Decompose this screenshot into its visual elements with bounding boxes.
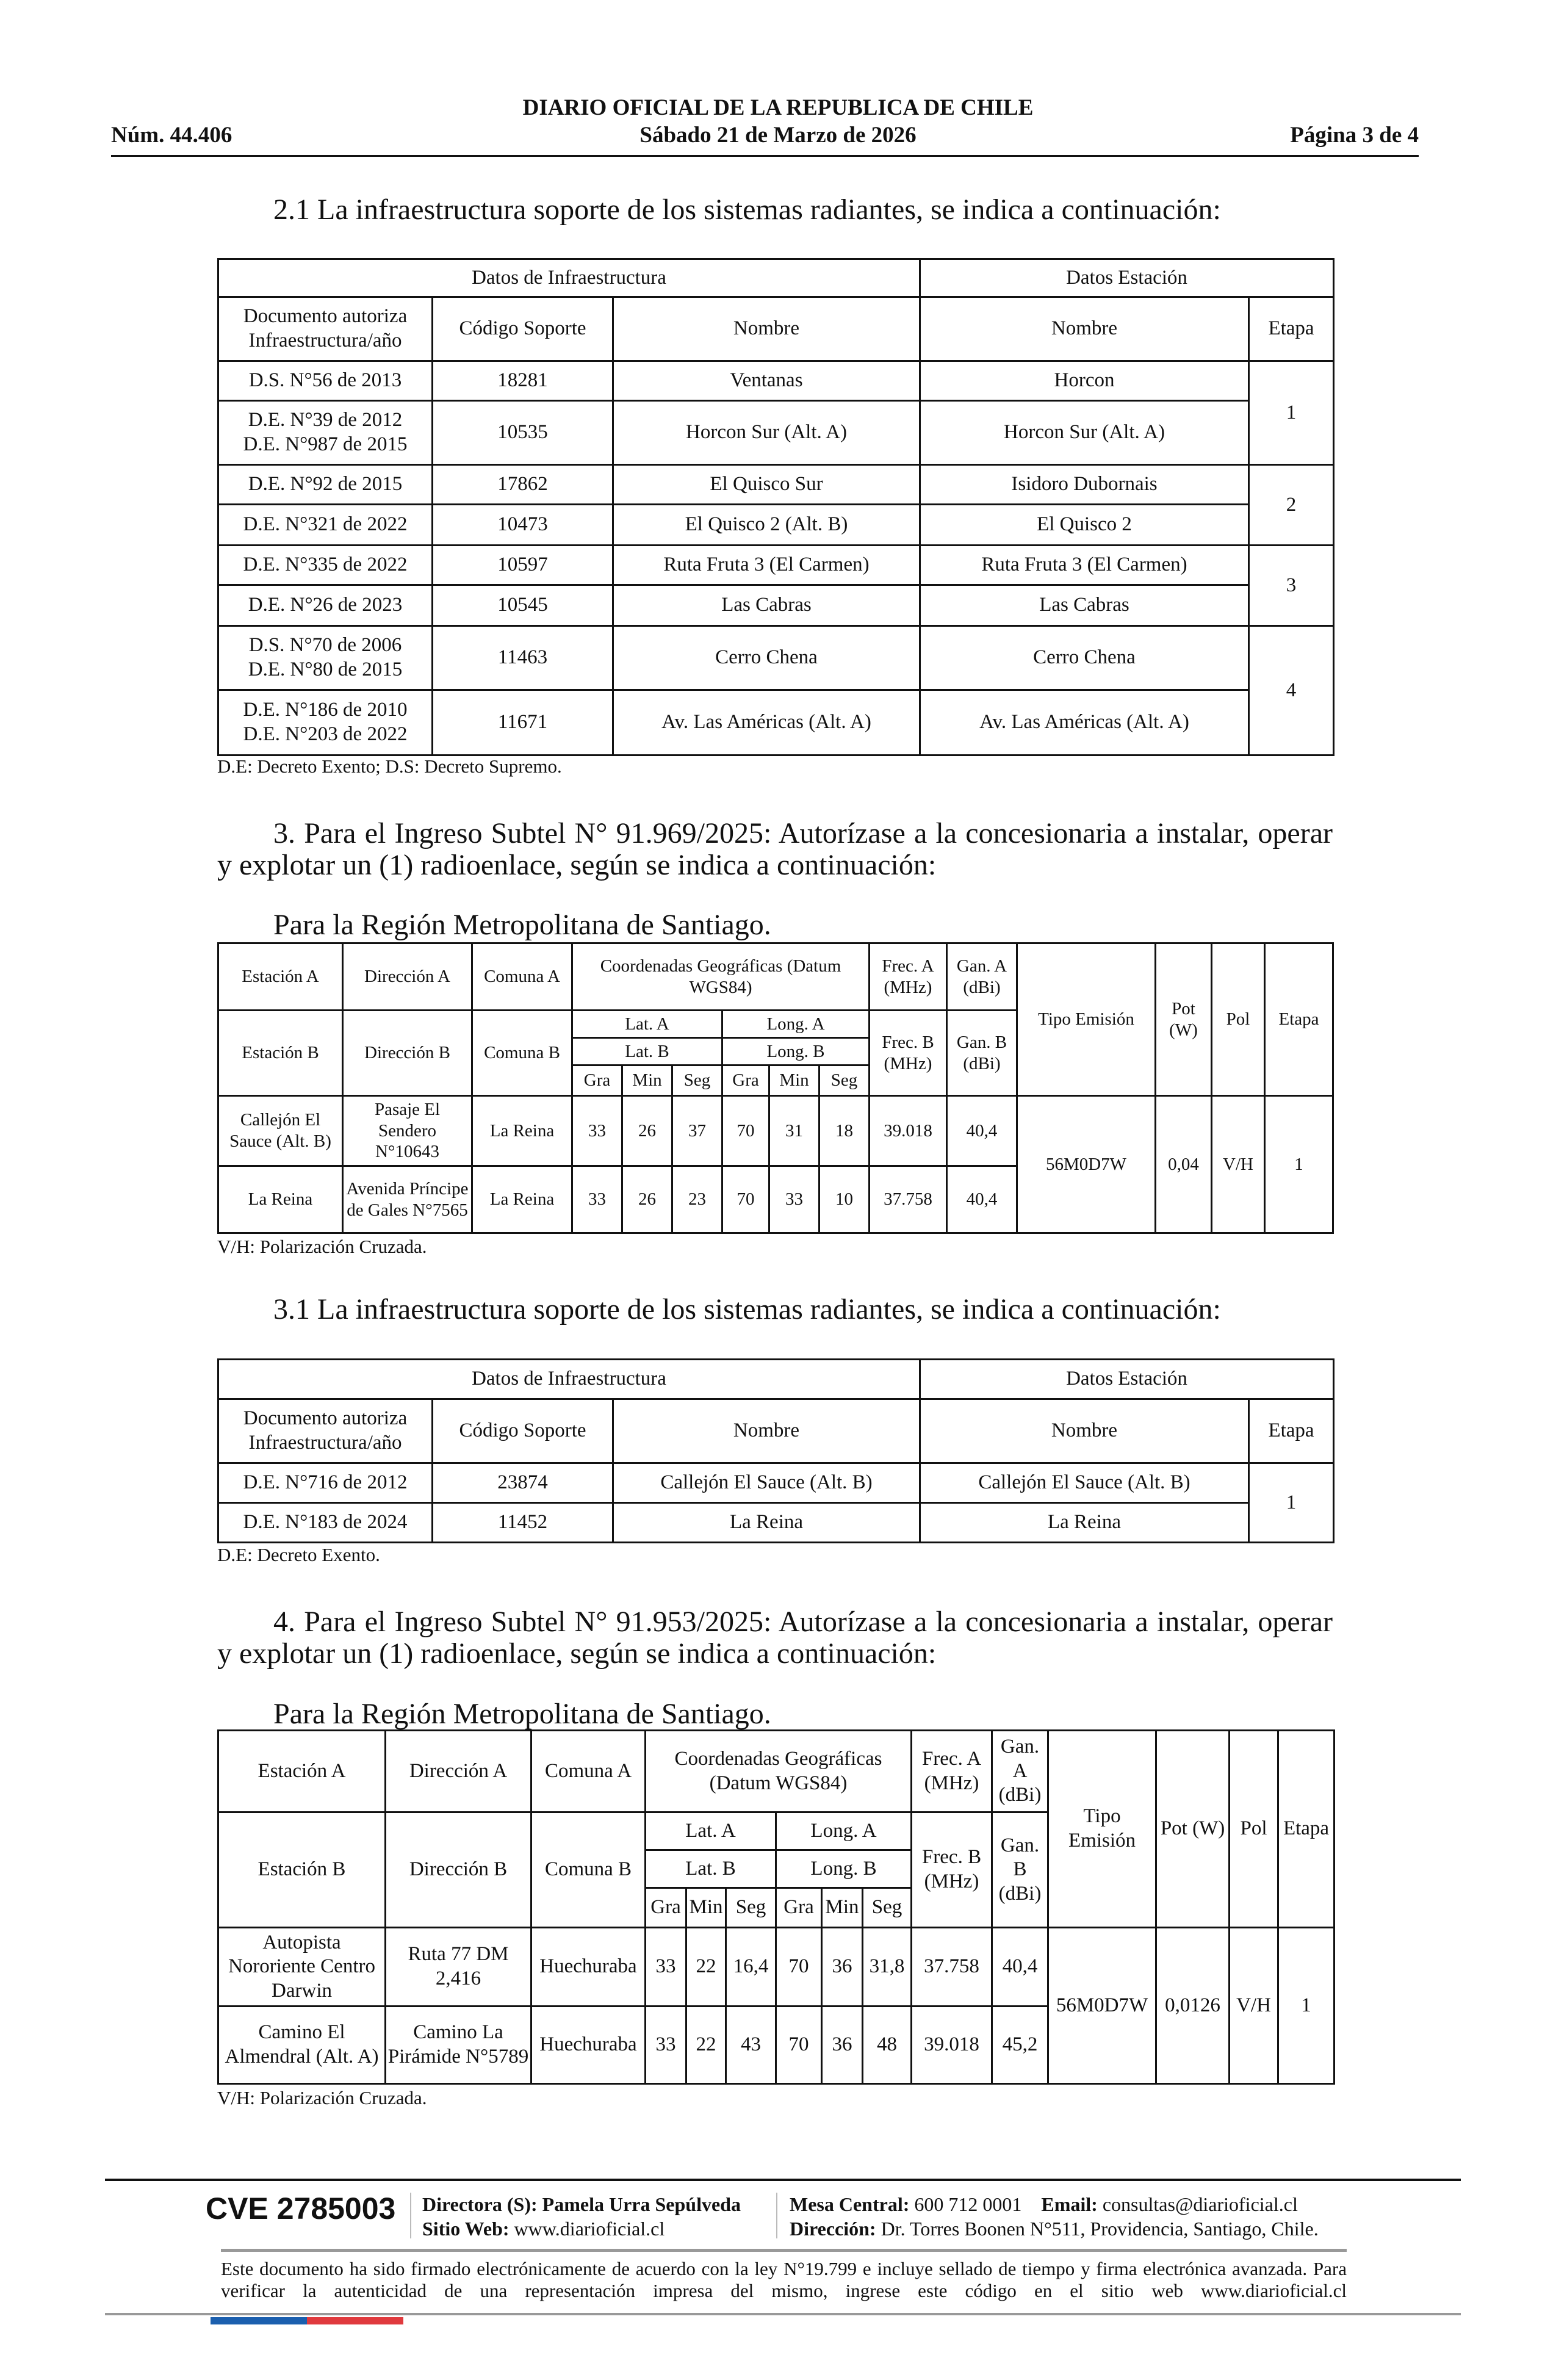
infrastructure-table-2-1 bbox=[217, 258, 1334, 756]
col-header: Pol bbox=[1230, 1731, 1278, 1928]
web-label: Sitio Web: bbox=[422, 2218, 510, 2240]
col-header: Etapa bbox=[1265, 943, 1333, 1096]
table-row bbox=[218, 1463, 1334, 1503]
cell: Autopista Nororiente Centro Darwin bbox=[218, 1928, 386, 2007]
email-label: Email: bbox=[1041, 2193, 1098, 2215]
stage-cell: 3 bbox=[1249, 546, 1334, 626]
col-header: Lat. A bbox=[646, 1812, 776, 1850]
cell: Camino El Almendral (Alt. A) bbox=[218, 2007, 386, 2084]
footer-separator bbox=[776, 2193, 777, 2238]
col-header: Comuna A bbox=[472, 943, 572, 1011]
email-link[interactable]: consultas@diarioficial.cl bbox=[1102, 2193, 1298, 2215]
col-header: Min bbox=[769, 1066, 819, 1096]
col-header: Código Soporte bbox=[433, 297, 613, 361]
cell: 31,8 bbox=[863, 1928, 912, 2007]
footer-website bbox=[422, 2216, 665, 2241]
cell: 11671 bbox=[433, 690, 613, 755]
page-number: Página 3 de 4 bbox=[1290, 123, 1419, 148]
stage-cell: 1 bbox=[1249, 361, 1334, 465]
cell: 48 bbox=[863, 2007, 912, 2084]
cell: 70 bbox=[722, 1096, 769, 1166]
cell: El Quisco 2 bbox=[920, 505, 1249, 546]
cell: Camino La Pirámide N°5789 bbox=[386, 2007, 531, 2084]
infrastructure-table-3-1 bbox=[217, 1358, 1334, 1543]
cell: La Reina bbox=[613, 1503, 920, 1543]
cell: Ruta Fruta 3 (El Carmen) bbox=[613, 546, 920, 585]
doc-line: D.E. N°186 de 2010 bbox=[243, 699, 408, 721]
cell: 70 bbox=[776, 2007, 822, 2084]
cell: 39.018 bbox=[870, 1096, 947, 1166]
address-label: Dirección: bbox=[790, 2218, 876, 2240]
cell: 37.758 bbox=[870, 1166, 947, 1233]
cell: Horcon bbox=[920, 361, 1249, 401]
cell: D.E. N°716 de 2012 bbox=[218, 1463, 433, 1503]
col-header: Long. A bbox=[722, 1011, 870, 1038]
col-header: Gra bbox=[572, 1066, 622, 1096]
col-header: Comuna A bbox=[531, 1731, 646, 1812]
col-header: Seg bbox=[672, 1066, 722, 1096]
table-row bbox=[218, 505, 1334, 546]
col-header: Gan. A (dBi) bbox=[992, 1731, 1048, 1812]
cell: V/H bbox=[1230, 1928, 1278, 2084]
issue-date: Sábado 21 de Marzo de 2026 bbox=[639, 123, 917, 148]
cell: Callejón El Sauce (Alt. B) bbox=[613, 1463, 920, 1503]
col-header: Dirección B bbox=[343, 1011, 472, 1096]
col-header: Comuna B bbox=[472, 1011, 572, 1096]
region-label: Para la Región Metropolitana de Santiago. bbox=[273, 1698, 771, 1730]
region-label: Para la Región Metropolitana de Santiago. bbox=[273, 909, 771, 941]
cell: La Reina bbox=[920, 1503, 1249, 1543]
phone-label: Mesa Central: bbox=[790, 2193, 910, 2215]
cell: Av. Las Américas (Alt. A) bbox=[613, 690, 920, 755]
cell: 0,04 bbox=[1156, 1096, 1212, 1233]
cell: 43 bbox=[726, 2007, 776, 2084]
col-header: Seg bbox=[819, 1066, 870, 1096]
table-row bbox=[218, 361, 1334, 401]
stage-cell: 1 bbox=[1249, 1463, 1334, 1543]
cell: Huechuraba bbox=[531, 1928, 646, 2007]
table-row bbox=[218, 1503, 1334, 1543]
cell: 0,0126 bbox=[1156, 1928, 1230, 2084]
issue-number: Núm. 44.406 bbox=[111, 123, 232, 148]
doc-line: D.E. N°987 de 2015 bbox=[243, 433, 408, 455]
footer-address bbox=[790, 2216, 1319, 2241]
doc-line: D.S. N°70 de 2006 bbox=[248, 634, 402, 657]
col-header: Min bbox=[822, 1888, 863, 1928]
cell bbox=[218, 626, 433, 690]
cell: 10545 bbox=[433, 585, 613, 626]
cell: 33 bbox=[646, 1928, 686, 2007]
table-row bbox=[218, 546, 1334, 585]
group-header: Datos de Infraestructura bbox=[218, 259, 920, 297]
cell: Ventanas bbox=[613, 361, 920, 401]
col-header: Min bbox=[686, 1888, 726, 1928]
cell: 40,4 bbox=[947, 1096, 1017, 1166]
cve-code: CVE 2785003 bbox=[206, 2191, 396, 2226]
col-header: Estación B bbox=[218, 1011, 343, 1096]
col-header: Comuna B bbox=[531, 1812, 646, 1928]
cell: 33 bbox=[769, 1166, 819, 1233]
cell: 1 bbox=[1265, 1096, 1333, 1233]
cell: Av. Las Américas (Alt. A) bbox=[920, 690, 1249, 755]
section-4-paragraph: 4. Para el Ingreso Subtel N° 91.953/2025: Autorízase a la concesionaria a instalar, operar y explotar un (1) radioenlace, según se indica a continuación: bbox=[217, 1606, 1333, 1670]
cell: 33 bbox=[572, 1096, 622, 1166]
cell: El Quisco 2 (Alt. B) bbox=[613, 505, 920, 546]
col-header: Seg bbox=[863, 1888, 912, 1928]
flag-blue-bar bbox=[211, 2317, 307, 2324]
cell: Cerro Chena bbox=[613, 626, 920, 690]
cell: Callejón El Sauce (Alt. B) bbox=[218, 1096, 343, 1166]
doc-line: D.E. N°203 de 2022 bbox=[243, 723, 408, 745]
newspaper-title: DIARIO OFICIAL DE LA REPUBLICA DE CHILE bbox=[522, 95, 1034, 120]
cell: 37.758 bbox=[912, 1928, 992, 2007]
cell: 26 bbox=[622, 1166, 672, 1233]
director-name: Pamela Urra Sepúlveda bbox=[542, 2193, 741, 2215]
cell: 11463 bbox=[433, 626, 613, 690]
col-header: Nombre bbox=[613, 1399, 920, 1463]
table-row bbox=[218, 585, 1334, 626]
doc-line: D.E. N°80 de 2015 bbox=[248, 658, 403, 680]
cell: La Reina bbox=[472, 1166, 572, 1233]
cell: 70 bbox=[722, 1166, 769, 1233]
cell: Callejón El Sauce (Alt. B) bbox=[920, 1463, 1249, 1503]
radiolink-table-4 bbox=[217, 1729, 1335, 2085]
phone-number: 600 712 0001 bbox=[914, 2193, 1022, 2215]
col-header: Coordenadas Geográficas (Datum WGS84) bbox=[646, 1731, 912, 1812]
cell: 10535 bbox=[433, 401, 613, 465]
cell: D.E. N°321 de 2022 bbox=[218, 505, 433, 546]
col-header: Long. B bbox=[776, 1850, 912, 1888]
cell: D.E. N°335 de 2022 bbox=[218, 546, 433, 585]
table-note: D.E: Decreto Exento. bbox=[217, 1544, 380, 1565]
cell bbox=[218, 401, 433, 465]
cell: 23 bbox=[672, 1166, 722, 1233]
footer-director bbox=[422, 2192, 741, 2216]
col-header: Coordenadas Geográficas (Datum WGS84) bbox=[572, 943, 870, 1011]
col-header: Gan. B (dBi) bbox=[947, 1011, 1017, 1096]
section-3-1-heading: 3.1 La infraestructura soporte de los sistemas radiantes, se indica a continuación: bbox=[273, 1293, 1221, 1325]
cell: 10473 bbox=[433, 505, 613, 546]
flag-red-bar bbox=[307, 2317, 403, 2324]
cell: D.E. N°26 de 2023 bbox=[218, 585, 433, 626]
address-text: Dr. Torres Boonen N°511, Providencia, Santiago, Chile. bbox=[881, 2218, 1319, 2240]
cell: 18 bbox=[819, 1096, 870, 1166]
cell: Huechuraba bbox=[531, 2007, 646, 2084]
footer-divider bbox=[105, 2179, 1461, 2181]
table-row bbox=[218, 690, 1334, 755]
group-header: Datos Estación bbox=[920, 259, 1334, 297]
cell: Las Cabras bbox=[613, 585, 920, 626]
col-header: Documento autoriza Infraestructura/año bbox=[218, 297, 433, 361]
col-header: Tipo Emisión bbox=[1048, 1731, 1156, 1928]
table-row bbox=[218, 401, 1334, 465]
website-link[interactable]: www.diarioficial.cl bbox=[514, 2218, 665, 2240]
cell: 10597 bbox=[433, 546, 613, 585]
table-note: V/H: Polarización Cruzada. bbox=[217, 1236, 427, 1257]
col-header: Dirección A bbox=[386, 1731, 531, 1812]
cell: 26 bbox=[622, 1096, 672, 1166]
col-header: Nombre bbox=[920, 297, 1249, 361]
col-header: Pot (W) bbox=[1156, 1731, 1230, 1928]
col-header: Código Soporte bbox=[433, 1399, 613, 1463]
col-header: Documento autoriza Infraestructura/año bbox=[218, 1399, 433, 1463]
cell: La Reina bbox=[218, 1166, 343, 1233]
table-row bbox=[218, 465, 1334, 505]
col-header: Dirección B bbox=[386, 1812, 531, 1928]
col-header: Nombre bbox=[613, 297, 920, 361]
col-header: Gan. B (dBi) bbox=[992, 1812, 1048, 1928]
cell: 40,4 bbox=[947, 1166, 1017, 1233]
col-header: Long. A bbox=[776, 1812, 912, 1850]
radiolink-table-3 bbox=[217, 942, 1334, 1234]
col-header: Estación A bbox=[218, 943, 343, 1011]
col-header: Etapa bbox=[1278, 1731, 1334, 1928]
cell: D.E. N°92 de 2015 bbox=[218, 465, 433, 505]
cell: Las Cabras bbox=[920, 585, 1249, 626]
col-header: Gra bbox=[646, 1888, 686, 1928]
section-2-1-heading: 2.1 La infraestructura soporte de los sistemas radiantes, se indica a continuación: bbox=[273, 193, 1221, 226]
cell: Isidoro Dubornais bbox=[920, 465, 1249, 505]
footer-gray-divider bbox=[221, 2249, 1347, 2252]
col-header: Estación B bbox=[218, 1812, 386, 1928]
cell: 70 bbox=[776, 1928, 822, 2007]
table-row bbox=[218, 1928, 1334, 2007]
doc-line: D.E. N°39 de 2012 bbox=[248, 409, 403, 431]
col-header: Gra bbox=[776, 1888, 822, 1928]
col-header: Estación A bbox=[218, 1731, 386, 1812]
cell: D.S. N°56 de 2013 bbox=[218, 361, 433, 401]
cell: 31 bbox=[769, 1096, 819, 1166]
cell: V/H bbox=[1212, 1096, 1265, 1233]
cell: 37 bbox=[672, 1096, 722, 1166]
col-header: Seg bbox=[726, 1888, 776, 1928]
footer-separator bbox=[410, 2193, 411, 2238]
director-label: Directora (S): bbox=[422, 2193, 538, 2215]
footer-contact bbox=[790, 2192, 1298, 2216]
cell: 33 bbox=[646, 2007, 686, 2084]
cell: 36 bbox=[822, 1928, 863, 2007]
cell: Ruta Fruta 3 (El Carmen) bbox=[920, 546, 1249, 585]
col-header: Nombre bbox=[920, 1399, 1249, 1463]
cell: 11452 bbox=[433, 1503, 613, 1543]
stage-cell: 4 bbox=[1249, 626, 1334, 755]
bottom-divider bbox=[105, 2313, 1461, 2315]
section-3-paragraph: 3. Para el Ingreso Subtel N° 91.969/2025: Autorízase a la concesionaria a instalar, operar y explotar un (1) radioenlace, según se indica a continuación: bbox=[217, 817, 1333, 881]
col-header: Pot (W) bbox=[1156, 943, 1212, 1096]
col-header: Dirección A bbox=[343, 943, 472, 1011]
table-note: V/H: Polarización Cruzada. bbox=[217, 2087, 427, 2108]
col-header: Long. B bbox=[722, 1038, 870, 1066]
col-header: Lat. B bbox=[646, 1850, 776, 1888]
col-header: Gan. A (dBi) bbox=[947, 943, 1017, 1011]
col-header: Gra bbox=[722, 1066, 769, 1096]
cell: 39.018 bbox=[912, 2007, 992, 2084]
col-header: Frec. A (MHz) bbox=[912, 1731, 992, 1812]
table-row bbox=[218, 1096, 1333, 1166]
cell: 18281 bbox=[433, 361, 613, 401]
cell: 45,2 bbox=[992, 2007, 1048, 2084]
cell: Avenida Príncipe de Gales N°7565 bbox=[343, 1166, 472, 1233]
cell: 22 bbox=[686, 1928, 726, 2007]
cell: Cerro Chena bbox=[920, 626, 1249, 690]
cell: 56M0D7W bbox=[1017, 1096, 1156, 1233]
col-header: Etapa bbox=[1249, 1399, 1334, 1463]
cell: La Reina bbox=[472, 1096, 572, 1166]
cell: 10 bbox=[819, 1166, 870, 1233]
cell: 40,4 bbox=[992, 1928, 1048, 2007]
cell: 22 bbox=[686, 2007, 726, 2084]
col-header: Frec. B (MHz) bbox=[870, 1011, 947, 1096]
legal-notice: Este documento ha sido firmado electrónicamente de acuerdo con la ley N°19.799 e incluye sellado de tiempo y firma electrónica avanzada. Para verificar la autenticidad de una representación impresa del mismo, ingrese este código en el sitio web www.diarioficial.cl bbox=[221, 2258, 1347, 2301]
col-header: Frec. B (MHz) bbox=[912, 1812, 992, 1928]
cell: 36 bbox=[822, 2007, 863, 2084]
col-header: Lat. A bbox=[572, 1011, 722, 1038]
cell: D.E. N°183 de 2024 bbox=[218, 1503, 433, 1543]
cell: Ruta 77 DM 2,416 bbox=[386, 1928, 531, 2007]
cell: 17862 bbox=[433, 465, 613, 505]
cell: 16,4 bbox=[726, 1928, 776, 2007]
cell: Horcon Sur (Alt. A) bbox=[920, 401, 1249, 465]
cell: 33 bbox=[572, 1166, 622, 1233]
col-header: Min bbox=[622, 1066, 672, 1096]
col-header: Etapa bbox=[1249, 297, 1334, 361]
header-divider bbox=[111, 155, 1419, 157]
col-header: Frec. A (MHz) bbox=[870, 943, 947, 1011]
col-header: Tipo Emisión bbox=[1017, 943, 1156, 1096]
cell: 56M0D7W bbox=[1048, 1928, 1156, 2084]
table-note: D.E: Decreto Exento; D.S: Decreto Supremo. bbox=[217, 755, 562, 777]
cell bbox=[218, 690, 433, 755]
group-header: Datos Estación bbox=[920, 1360, 1334, 1399]
cell: El Quisco Sur bbox=[613, 465, 920, 505]
group-header: Datos de Infraestructura bbox=[218, 1360, 920, 1399]
cell: Pasaje El Sendero N°10643 bbox=[343, 1096, 472, 1166]
stage-cell: 2 bbox=[1249, 465, 1334, 546]
cell: 23874 bbox=[433, 1463, 613, 1503]
col-header: Pol bbox=[1212, 943, 1265, 1096]
table-row bbox=[218, 626, 1334, 690]
col-header: Lat. B bbox=[572, 1038, 722, 1066]
cell: 1 bbox=[1278, 1928, 1334, 2084]
cell: Horcon Sur (Alt. A) bbox=[613, 401, 920, 465]
